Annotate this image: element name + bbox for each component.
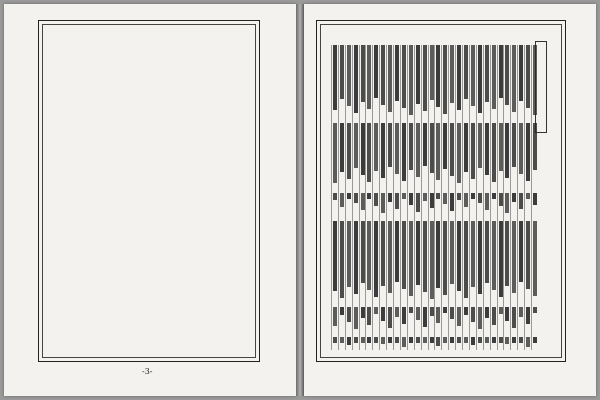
toc-entry-column xyxy=(338,45,345,350)
toc-text-stroke xyxy=(416,123,420,177)
toc-text-stroke xyxy=(450,45,454,103)
toc-text-stroke xyxy=(333,193,337,200)
toc-entry-column xyxy=(483,45,490,350)
toc-text-stroke xyxy=(354,307,358,329)
toc-text-stroke xyxy=(361,307,365,318)
toc-text-stroke xyxy=(526,45,530,108)
toc-entry-column xyxy=(531,45,538,350)
toc-text-stroke xyxy=(409,193,413,205)
toc-text-stroke xyxy=(347,123,351,179)
toc-text-stroke xyxy=(423,45,427,111)
toc-text-stroke xyxy=(457,45,461,110)
toc-entry-column xyxy=(352,45,359,350)
toc-text-stroke xyxy=(499,193,503,206)
toc-text-stroke xyxy=(423,307,427,327)
toc-text-stroke xyxy=(423,221,427,292)
toc-text-stroke xyxy=(512,307,516,328)
toc-text-stroke xyxy=(367,307,371,325)
toc-text-stroke xyxy=(409,221,413,296)
toc-text-stroke xyxy=(416,193,420,212)
toc-text-stroke xyxy=(485,45,489,102)
toc-text-stroke xyxy=(436,307,440,323)
toc-entry-column xyxy=(372,45,379,350)
toc-text-stroke xyxy=(478,307,482,329)
toc-text-stroke xyxy=(367,337,371,343)
toc-text-stroke xyxy=(505,221,509,286)
toc-entry-column xyxy=(386,45,393,350)
toc-text-stroke xyxy=(388,193,392,202)
toc-text-stroke xyxy=(381,307,385,321)
toc-entry-column xyxy=(400,45,407,350)
toc-entry-column xyxy=(365,45,372,350)
toc-text-stroke xyxy=(361,337,365,343)
toc-text-stroke xyxy=(512,221,516,293)
toc-text-stroke xyxy=(526,123,530,181)
toc-text-stroke xyxy=(443,221,447,295)
toc-text-stroke xyxy=(374,45,378,98)
toc-entry-column xyxy=(510,45,517,350)
toc-text-stroke xyxy=(367,45,371,109)
toc-text-stroke xyxy=(354,123,358,168)
toc-text-stroke xyxy=(485,123,489,175)
toc-entry-column xyxy=(524,45,531,350)
toc-text-stroke xyxy=(416,45,420,104)
toc-text-stroke xyxy=(333,307,337,326)
toc-text-stroke xyxy=(430,337,434,343)
toc-text-stroke xyxy=(450,123,454,176)
toc-text-stroke xyxy=(533,307,537,313)
toc-text-stroke xyxy=(457,307,461,326)
toc-text-stroke xyxy=(395,193,399,209)
toc-text-stroke xyxy=(471,123,475,179)
toc-text-stroke xyxy=(402,193,406,199)
toc-text-stroke xyxy=(512,337,516,343)
toc-text-stroke xyxy=(409,45,413,115)
toc-entry-column xyxy=(434,45,441,350)
toc-text-stroke xyxy=(492,221,496,290)
toc-text-stroke xyxy=(450,307,454,319)
toc-text-stroke xyxy=(471,45,475,106)
toc-text-stroke xyxy=(443,307,447,313)
toc-text-stroke xyxy=(485,307,489,318)
toc-text-stroke xyxy=(471,337,475,345)
toc-text-stroke xyxy=(464,45,468,99)
toc-text-stroke xyxy=(512,123,516,167)
toc-text-stroke xyxy=(409,337,413,343)
toc-text-stroke xyxy=(395,123,399,174)
toc-text-stroke xyxy=(471,193,475,199)
toc-text-stroke xyxy=(423,337,427,343)
toc-text-stroke xyxy=(499,307,503,314)
toc-text-stroke xyxy=(443,337,447,343)
toc-text-stroke xyxy=(416,337,420,343)
toc-text-stroke xyxy=(361,193,365,210)
toc-text-stroke xyxy=(388,123,392,167)
toc-text-stroke xyxy=(533,221,537,296)
toc-entry-column xyxy=(414,45,421,350)
toc-text-stroke xyxy=(450,337,454,343)
toc-entry-column xyxy=(503,45,510,350)
toc-text-stroke xyxy=(533,337,537,343)
toc-text-stroke xyxy=(492,193,496,199)
toc-entry-column xyxy=(469,45,476,350)
toc-text-stroke xyxy=(436,337,440,346)
toc-text-stroke xyxy=(471,307,475,322)
toc-text-stroke xyxy=(492,123,496,182)
toc-text-stroke xyxy=(388,307,392,328)
toc-text-stroke xyxy=(402,123,406,181)
toc-text-stroke xyxy=(436,221,440,288)
page-number: -3- xyxy=(142,367,153,376)
toc-text-stroke xyxy=(381,45,385,105)
toc-entry-column xyxy=(476,45,483,350)
toc-text-stroke xyxy=(381,193,385,213)
toc-text-stroke xyxy=(402,45,406,108)
toc-text-stroke xyxy=(450,221,454,284)
toc-text-stroke xyxy=(333,45,337,110)
right-page-frame xyxy=(316,20,566,362)
toc-text-stroke xyxy=(457,123,461,183)
toc-text-stroke xyxy=(443,123,447,169)
toc-text-stroke xyxy=(505,45,509,105)
toc-text-stroke xyxy=(519,123,523,174)
toc-text-stroke xyxy=(388,45,392,112)
toc-text-stroke xyxy=(340,45,344,99)
toc-text-stroke xyxy=(464,193,468,207)
toc-text-stroke xyxy=(519,307,523,317)
toc-text-stroke xyxy=(395,221,399,282)
toc-text-stroke xyxy=(354,337,358,343)
toc-text-stroke xyxy=(519,45,523,101)
toc-text-stroke xyxy=(388,337,392,343)
toc-text-stroke xyxy=(478,337,482,343)
toc-text-stroke xyxy=(381,123,385,178)
toc-text-stroke xyxy=(347,307,351,322)
book-gutter xyxy=(296,4,304,396)
toc-text-stroke xyxy=(354,221,358,294)
toc-text-stroke xyxy=(416,221,420,285)
toc-text-stroke xyxy=(388,221,392,293)
toc-text-stroke xyxy=(347,337,351,345)
toc-text-stroke xyxy=(333,221,337,291)
toc-text-stroke xyxy=(492,337,496,343)
toc-text-stroke xyxy=(478,45,482,113)
toc-text-stroke xyxy=(395,45,399,101)
toc-text-stroke xyxy=(457,337,461,343)
toc-entry-column xyxy=(331,45,338,350)
toc-text-stroke xyxy=(526,337,530,347)
toc-text-stroke xyxy=(512,193,516,202)
toc-text-stroke xyxy=(416,307,420,320)
toc-entry-column xyxy=(462,45,469,350)
toc-entry-column xyxy=(393,45,400,350)
toc-text-stroke xyxy=(519,337,523,343)
toc-text-stroke xyxy=(423,193,427,201)
toc-text-stroke xyxy=(430,45,434,100)
toc-text-stroke xyxy=(354,193,358,203)
toc-text-stroke xyxy=(526,221,530,289)
left-page xyxy=(4,4,296,396)
toc-text-stroke xyxy=(374,307,378,314)
toc-text-stroke xyxy=(499,337,503,343)
toc-text-stroke xyxy=(347,45,351,106)
toc-text-stroke xyxy=(347,193,351,199)
toc-text-stroke xyxy=(367,193,371,199)
toc-text-stroke xyxy=(367,123,371,182)
toc-text-stroke xyxy=(505,337,509,344)
toc-text-stroke xyxy=(361,123,365,175)
toc-text-stroke xyxy=(409,123,413,170)
toc-text-stroke xyxy=(457,193,461,200)
toc-entry-column xyxy=(359,45,366,350)
toc-text-stroke xyxy=(457,221,461,291)
toc-text-stroke xyxy=(485,337,489,343)
toc-text-stroke xyxy=(499,45,503,98)
toc-text-stroke xyxy=(381,337,385,344)
toc-text-stroke xyxy=(478,193,482,203)
toc-text-stroke xyxy=(519,193,523,209)
toc-entry-column xyxy=(407,45,414,350)
toc-text-stroke xyxy=(526,307,530,324)
toc-text-stroke xyxy=(374,337,378,343)
toc-text-stroke xyxy=(485,193,489,210)
toc-text-stroke xyxy=(533,193,537,205)
toc-text-stroke xyxy=(499,123,503,171)
toc-text-stroke xyxy=(464,123,468,172)
toc-entry-column xyxy=(441,45,448,350)
toc-text-stroke xyxy=(333,123,337,183)
right-page xyxy=(304,4,596,396)
left-page-frame xyxy=(38,20,260,362)
toc-text-stroke xyxy=(436,123,440,180)
toc-text-stroke xyxy=(443,193,447,204)
toc-text-stroke xyxy=(519,221,523,282)
toc-entry-column xyxy=(379,45,386,350)
toc-text-stroke xyxy=(430,221,434,299)
toc-text-stroke xyxy=(402,337,406,347)
toc-text-stroke xyxy=(340,337,344,343)
toc-text-stroke xyxy=(409,307,413,313)
toc-text-stroke xyxy=(471,221,475,287)
toc-entry-column xyxy=(490,45,497,350)
toc-text-stroke xyxy=(430,193,434,208)
toc-text-stroke xyxy=(492,45,496,109)
toc-text-stroke xyxy=(443,45,447,114)
toc-text-stroke xyxy=(423,123,427,166)
toc-text-stroke xyxy=(478,123,482,168)
toc-entry-column xyxy=(497,45,504,350)
toc-text-stroke xyxy=(402,221,406,289)
toc-text-stroke xyxy=(374,193,378,206)
toc-text-stroke xyxy=(512,45,516,112)
toc-text-stroke xyxy=(361,45,365,102)
toc-entry-column xyxy=(448,45,455,350)
toc-text-stroke xyxy=(367,221,371,290)
toc-text-stroke xyxy=(492,307,496,325)
toc-text-stroke xyxy=(361,221,365,283)
toc-text-stroke xyxy=(464,337,468,343)
toc-text-stroke xyxy=(340,307,344,315)
toc-entry-column xyxy=(517,45,524,350)
toc-entry-column xyxy=(345,45,352,350)
toc-text-stroke xyxy=(533,45,537,115)
toc-text-stroke xyxy=(374,221,378,297)
toc-text-stroke xyxy=(478,221,482,294)
toc-text-stroke xyxy=(499,221,503,297)
toc-text-stroke xyxy=(340,193,344,207)
toc-text-stroke xyxy=(395,307,399,317)
toc-text-stroke xyxy=(505,307,509,321)
toc-text-stroke xyxy=(430,123,434,173)
toc-text-stroke xyxy=(430,307,434,316)
toc-text-stroke xyxy=(354,45,358,113)
toc-text-stroke xyxy=(505,123,509,178)
toc-text-stroke xyxy=(436,45,440,107)
toc-text-stroke xyxy=(505,193,509,213)
toc-text-stroke xyxy=(464,221,468,298)
toc-text-stroke xyxy=(395,337,399,343)
toc-text-stroke xyxy=(402,307,406,324)
toc-text-stroke xyxy=(340,221,344,298)
toc-text-stroke xyxy=(381,221,385,286)
toc-entry-column xyxy=(428,45,435,350)
toc-text-stroke xyxy=(347,221,351,287)
toc-text-stroke xyxy=(374,123,378,171)
toc-entry-column xyxy=(455,45,462,350)
toc-text-stroke xyxy=(436,193,440,199)
toc-text-stroke xyxy=(526,193,530,199)
toc-text-stroke xyxy=(333,337,337,343)
toc-text-stroke xyxy=(450,193,454,211)
toc-text-stroke xyxy=(533,123,537,170)
left-page-inner-border xyxy=(42,24,256,358)
toc-text-stroke xyxy=(485,221,489,283)
toc-text-stroke xyxy=(340,123,344,172)
toc-entry-column xyxy=(421,45,428,350)
toc-text-stroke xyxy=(464,307,468,315)
